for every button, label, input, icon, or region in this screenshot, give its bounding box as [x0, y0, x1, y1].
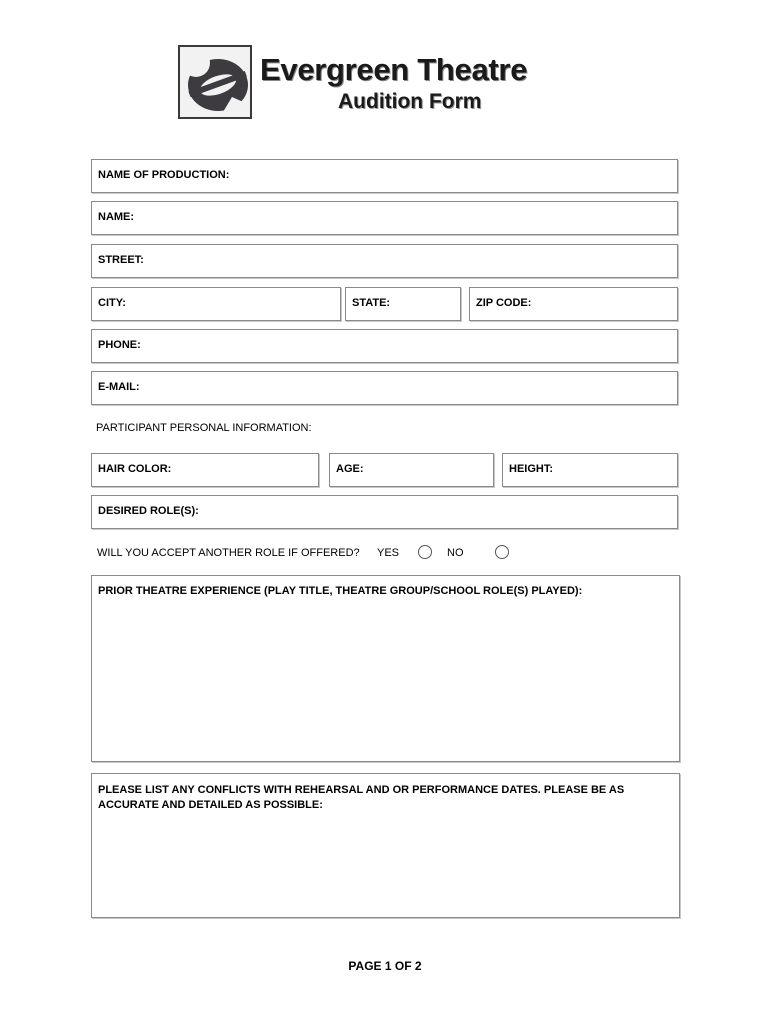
hair-color-field[interactable]	[91, 453, 319, 487]
yes-label: YES	[377, 547, 400, 559]
production-label: NAME OF PRODUCTION:	[98, 169, 230, 181]
height-field[interactable]	[502, 453, 678, 487]
street-field[interactable]	[91, 244, 678, 278]
state-field[interactable]	[345, 287, 461, 321]
name-field[interactable]	[91, 201, 678, 235]
email-label: E-MAIL:	[98, 381, 140, 393]
zip-label: ZIP CODE:	[476, 297, 532, 309]
desired-roles-field[interactable]	[91, 495, 678, 529]
e-logo-icon	[178, 45, 252, 119]
experience-label: PRIOR THEATRE EXPERIENCE (PLAY TITLE, THEATRE GROUP/SCHOOL ROLE(S) PLAYED):	[98, 585, 583, 597]
city-label: CITY:	[98, 297, 126, 309]
phone-label: PHONE:	[98, 339, 141, 351]
experience-field[interactable]	[91, 575, 680, 762]
page-title: Evergreen Theatre	[260, 52, 528, 87]
email-field[interactable]	[91, 371, 678, 405]
conflicts-field[interactable]	[91, 773, 680, 918]
age-field[interactable]	[329, 453, 494, 487]
desired-roles-label: DESIRED ROLE(S):	[98, 505, 199, 517]
accept-role-question: WILL YOU ACCEPT ANOTHER ROLE IF OFFERED?	[97, 547, 360, 559]
page-subtitle: Audition Form	[338, 90, 482, 113]
age-label: AGE:	[336, 463, 364, 475]
no-label: NO	[447, 547, 464, 559]
phone-field[interactable]	[91, 329, 678, 363]
conflicts-label: PLEASE LIST ANY CONFLICTS WITH REHEARSAL AND OR PERFORMANCE DATES. PLEASE BE AS ACCURATE AND DETAILED AS POSSIBLE:	[98, 784, 625, 811]
city-field[interactable]	[91, 287, 341, 321]
yes-radio[interactable]	[418, 545, 432, 559]
state-label: STATE:	[352, 297, 391, 309]
personal-info-heading: PARTICIPANT PERSONAL INFORMATION:	[96, 422, 312, 434]
height-label: HEIGHT:	[509, 463, 553, 475]
name-label: NAME:	[98, 211, 135, 223]
street-label: STREET:	[98, 254, 144, 266]
production-field[interactable]	[91, 159, 678, 193]
page-number: PAGE 1 OF 2	[348, 959, 422, 973]
zip-field[interactable]	[469, 287, 678, 321]
hair-color-label: HAIR COLOR:	[98, 463, 172, 475]
no-radio[interactable]	[495, 545, 509, 559]
